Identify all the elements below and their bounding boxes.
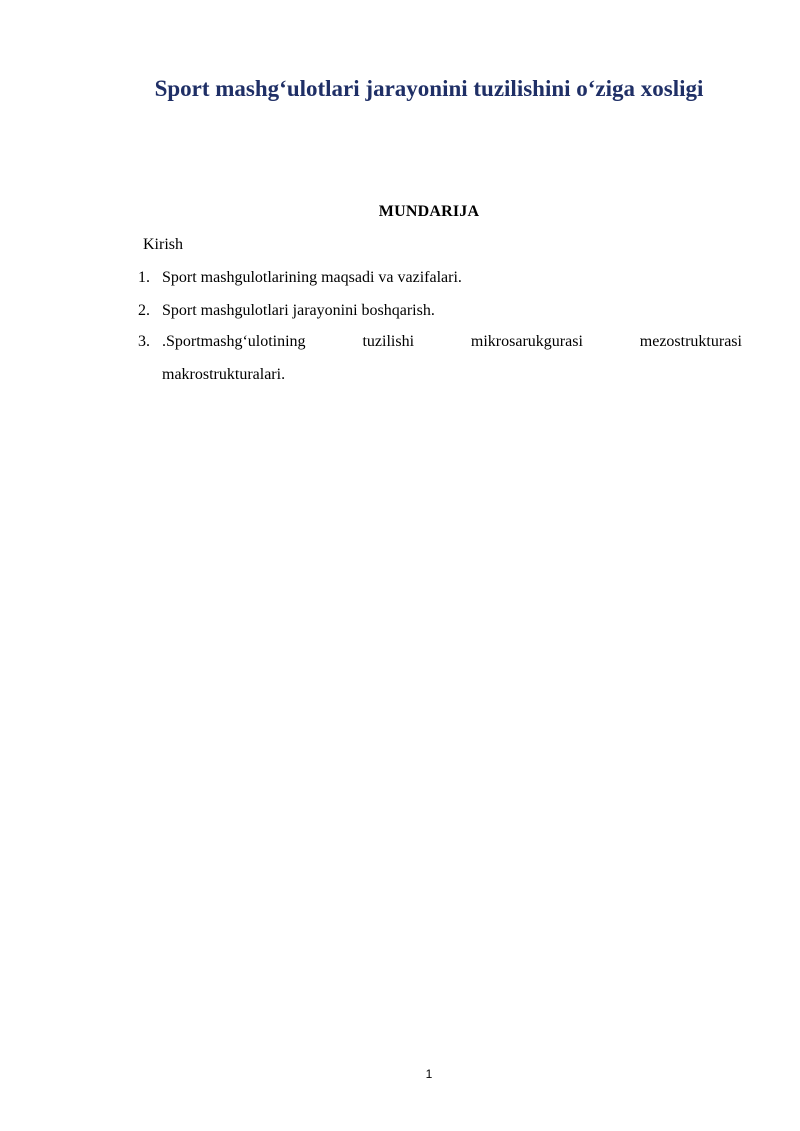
toc-item-word: mikrosarukgurasi — [470, 333, 583, 350]
page-number: 1 — [425, 1067, 433, 1081]
toc-intro-item: Kirish — [143, 236, 183, 253]
toc-item-3 — [138, 327, 742, 390]
toc-item-word: mezostrukturasi — [639, 333, 742, 350]
document-title: Sport mashg‘ulotlari jarayonini tuzilishini o‘ziga xosligi — [154, 76, 704, 101]
toc-item-2 — [138, 296, 742, 326]
toc-item-text-line-1 — [162, 327, 742, 357]
toc-item-number: 1. — [138, 269, 150, 286]
toc-item-1 — [138, 263, 742, 293]
toc-item-number: 2. — [138, 302, 150, 319]
toc-item-text-line-2: makrostrukturalari. — [162, 366, 286, 383]
toc-item-text: Sport mashgulotlarining maqsadi va vazifalari. — [162, 269, 462, 286]
toc-item-word: .Sportmashg‘ulotining — [162, 333, 306, 350]
toc-item-word: tuzilishi — [362, 333, 415, 350]
toc-item-text: Sport mashgulotlari jarayonini boshqarish. — [162, 302, 435, 319]
toc-item-number: 3. — [138, 333, 150, 350]
toc-heading: MUNDARIJA — [378, 203, 480, 220]
